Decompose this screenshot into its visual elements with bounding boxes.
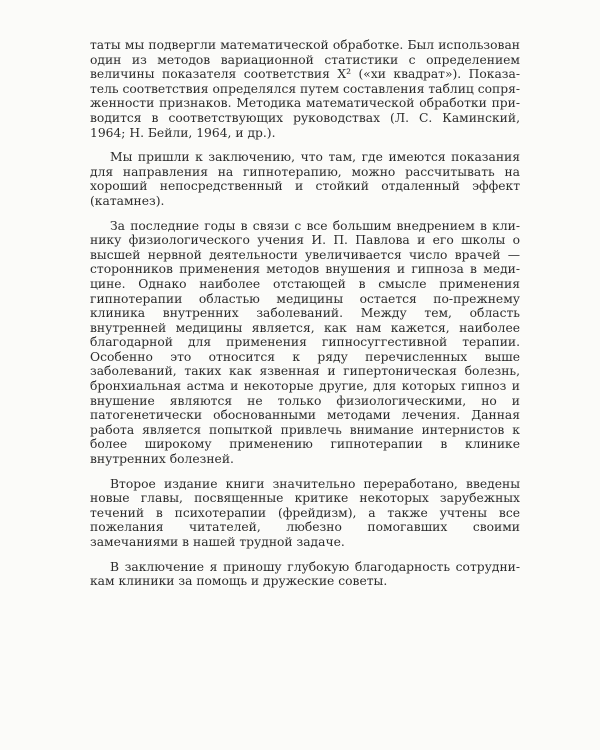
paragraph-internal-medicine: За последние годы в связи с все большим внедрением в клинику физиологического учения И. П. Павлова и его школы о высшей нервной деятельности увеличивается число врачей — сторонников применения методов внушения и гипноза в медицине. Однако наиболее отстающей в смысле применения гипнотерапии областью медицины остается по-прежнему клиника внутренних заболеваний. Между тем, область внутренней медицины является, как нам кажется, наиболее благодарной для применения гипносуггестивной терапии. Особенно это относится к ряду перечисленных выше заболеваний, таких как язвенная и гипертоническая болезнь, бронхиальная астма и некоторые другие, для которых гипноз и внушение являются не только физиологическими, но и патогенетически обоснованными методами лечения. Данная работа является попыткой привлечь внимание интернистов к более широкому применению гипнотерапии в клинике внутренних болезней. [90, 218, 520, 467]
paragraph-second-edition: Второе издание книги значительно переработано, введены новые главы, посвященные критике некоторых зарубежных течений в психотерапии (фрейдизм), а также учтены все пожелания читателей, любезно помогавших своими замечаниями в нашей трудной задаче. [90, 476, 520, 549]
paragraph-statistics: таты мы подвергли математической обработке. Был использован один из методов вариационной статистики с определением величины показателя соответствия Χ² («хи квадрат»). Показатель соответствия определялся путем составления таблиц сопряженности признаков. Методика математической обработки приводится в соответствующих руководствах (Л. С. Каминский, 1964; Н. Бейли, 1964, и др.). [90, 38, 521, 140]
paragraph-conclusion: Мы пришли к заключению, что там, где имеются показания для направления на гипнотерапию, можно рассчитывать на хороший непосредственный и стойкий отдаленный эффект (катамнез). [90, 150, 520, 208]
page-body [90, 38, 520, 589]
paragraph-acknowledgement: В заключение я приношу глубокую благодарность сотрудникам клиники за помощь и дружеские советы. [90, 559, 520, 589]
